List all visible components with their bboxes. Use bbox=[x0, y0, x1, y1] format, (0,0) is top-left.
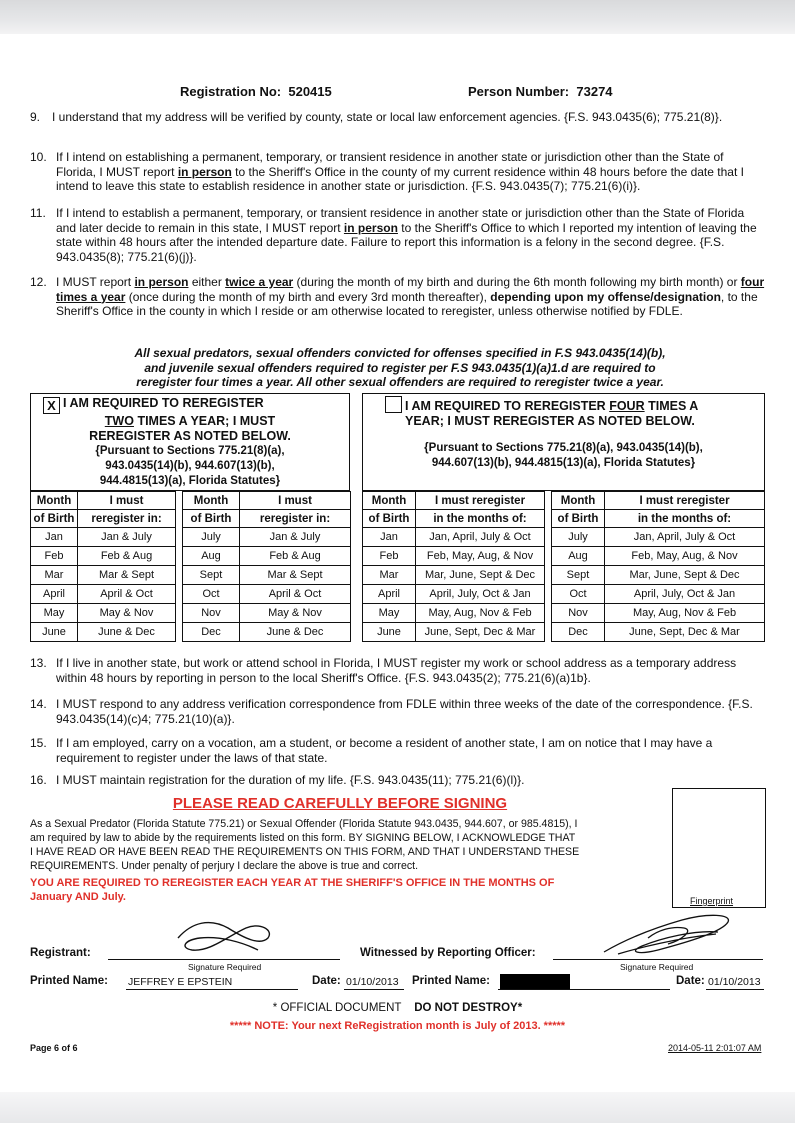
item-15: 15. If I am employed, carry on a vocation, am a student, or become a resident of another state, I am on notice that I may have a requirement to register under the laws of that state. bbox=[30, 736, 713, 765]
registrant-label: Registrant: bbox=[30, 947, 91, 959]
printed-name-value: JEFFREY E EPSTEIN bbox=[128, 976, 233, 988]
four-times-a-year-checkbox[interactable] bbox=[385, 396, 402, 413]
signature-required-caption: Signature Required bbox=[188, 962, 262, 972]
twice-a-year-box: X I AM REQUIRED TO REREGISTER TWO TIMES A YEAR; I MUST REREGISTER AS NOTED BELOW. {Pursuant to Sections 775.21(8)(a), 943.0435(14)(b), 944.607(13)(b), 944.4815(13)(a), Florida Statutes} bbox=[30, 393, 350, 491]
next-reregistration-notice: ***** NOTE: Your next ReRegistration month is July of 2013. ***** bbox=[229, 1020, 566, 1032]
col-month-of-birth: Month bbox=[552, 492, 605, 510]
date-value: 01/10/2013 bbox=[346, 976, 399, 988]
redacted-officer-name bbox=[500, 974, 570, 989]
table-row: May May & Nov Nov May & Nov bbox=[31, 604, 351, 623]
person-number: Person Number: 73274 bbox=[468, 84, 613, 99]
twice-a-year-table: Month I must Month I must of Birth reregister in: of Birth reregister in: Jan Jan & July July Jan & July Feb Feb & Aug Aug Feb & Aug Mar Mar & Sept Sept Mar & Sept April April & Oct Oct April & Oct May May & Nov Nov May & Nov June June & Dec Dec June & Dec bbox=[30, 491, 351, 642]
item-11: 11. If I intend to establish a permanent, temporary, or transient residence in another state or jurisdiction other than the State of Florida and later decide to remain in this state, I MUST report in person to the Sheriff's Office to which I reported my intention of leaving the state within 48 hours after the intended departure date. Failure to report this information is a felony in the second degree. {F.S. 943.0435(8); 775.21(6)(j)}. bbox=[30, 206, 757, 264]
reregister-months-notice: YOU ARE REQUIRED TO REREGISTER EACH YEAR AT THE SHERIFF'S OFFICE IN THE MONTHS OF January AND July. bbox=[30, 877, 555, 903]
item-12: 12. I MUST report in person either twice a year (during the month of my birth and during the 6th month following my birth month) or four times a year (once during the month of my birth and every 3rd month thereafter), depending upon my offense/designation, to the Sheriff's Office in the county in which I reside or am otherwise located to reregister, unless otherwise notified by FDLE. bbox=[30, 275, 765, 318]
table-row: Jan Jan & July July Jan & July bbox=[31, 528, 351, 547]
col-month-of-birth: Month bbox=[183, 492, 240, 510]
acknowledgement-text: As a Sexual Predator (Florida Statute 775.21) or Sexual Offender (Florida Statute 943.0435, 944.607, or 985.4815), I am required by law to abide by the requirements listed on this form. BY SIGNING BELOW, I ACKNOWLEDGE THAT I HAVE READ OR HAVE BEEN READ THE REQUIREMENTS ON THIS FORM, AND THAT I UNDERSTAND THESE REQUIREMENTS. Under penalty of perjury I declare the above is true and correct. bbox=[30, 818, 580, 872]
four-times-a-year-table: Month I must reregister Month I must reregister of Birth in the months of: of Birth in the months of: Jan Jan, April, July & Oct July Jan, April, July & Oct Feb Feb, May, Aug, & Nov Aug Feb, May, Aug, & Nov Mar Mar, June, Sept & Dec Sept Mar, June, Sept & Dec April April, July, Oct & Jan Oct April, July, Oct & Jan May May, Aug, Nov & Feb Nov May, Aug, Nov & Feb June June, Sept, Dec & Mar Dec June, Sept, Dec & Mar bbox=[362, 491, 765, 642]
registrant-signature bbox=[170, 912, 280, 960]
item-16: 16. I MUST maintain registration for the duration of my life. {F.S. 943.0435(11); 775.21(6)(l)}. bbox=[30, 773, 525, 787]
item-9: 9. I understand that my address will be verified by county, state or local law enforcement agencies. {F.S. 943.0435(6); 775.21(8)}. bbox=[30, 110, 723, 124]
col-must-reregister: I must reregister bbox=[416, 492, 545, 510]
fingerprint-label: Fingerprint bbox=[690, 896, 734, 906]
table-row: June June & Dec Dec June & Dec bbox=[31, 623, 351, 642]
four-times-a-year-box: I AM REQUIRED TO REREGISTER FOUR TIMES A YEAR; I MUST REREGISTER AS NOTED BELOW. {Pursuant to Sections 775.21(8)(a), 943.0435(14)(b), 944.607(13)(b), 944.4815(13)(a), Florida Statutes} bbox=[362, 393, 765, 491]
table-row: April April, July, Oct & Jan Oct April, July, Oct & Jan bbox=[363, 585, 765, 604]
table-row: Feb Feb & Aug Aug Feb & Aug bbox=[31, 547, 351, 566]
officer-signature-line bbox=[553, 959, 763, 960]
item-10: 10. If I intend on establishing a permanent, temporary, or transient residence in another state or jurisdiction other than the State of Florida, I MUST report in person to the Sheriff's Office in the county of my current residence within 48 hours before the date that I intend to leave this state to establish residence in another state or jurisdiction. {F.S. 943.0435(7); 775.21(6)(i)}. bbox=[30, 150, 744, 193]
witnessed-label: Witnessed by Reporting Officer: bbox=[360, 947, 536, 959]
officer-printed-name-label: Printed Name: bbox=[412, 975, 490, 987]
official-document-notice: * OFFICIAL DOCUMENT DO NOT DESTROY* bbox=[272, 1002, 523, 1014]
twice-a-year-checkbox[interactable]: X bbox=[43, 397, 60, 414]
col-must-reregister: I must bbox=[78, 492, 176, 510]
table-row: June June, Sept, Dec & Mar Dec June, Sept, Dec & Mar bbox=[363, 623, 765, 642]
col-month-of-birth: Month bbox=[31, 492, 78, 510]
signing-heading: PLEASE READ CAREFULLY BEFORE SIGNING bbox=[172, 795, 508, 812]
item-13: 13. If I live in another state, but work or attend school in Florida, I MUST register my work or school address as a temporary address within 48 hours by reporting in person to the local Sheriff's Office. {F.S. 943.0435(2); 775.21(6)(a)1b}. bbox=[30, 656, 737, 685]
fingerprint-box bbox=[672, 788, 766, 908]
table-row: April April & Oct Oct April & Oct bbox=[31, 585, 351, 604]
col-must-reregister: I must bbox=[240, 492, 351, 510]
officer-date-label: Date: bbox=[676, 975, 705, 987]
table-row: May May, Aug, Nov & Feb Nov May, Aug, Nov & Feb bbox=[363, 604, 765, 623]
registrant-signature-line bbox=[108, 959, 340, 960]
table-row: Feb Feb, May, Aug, & Nov Aug Feb, May, Aug, & Nov bbox=[363, 547, 765, 566]
officer-date-value: 01/10/2013 bbox=[708, 976, 761, 988]
officer-signature bbox=[598, 908, 748, 964]
col-month-of-birth: Month bbox=[363, 492, 416, 510]
table-row: Jan Jan, April, July & Oct July Jan, April, July & Oct bbox=[363, 528, 765, 547]
registration-number: Registration No: 520415 bbox=[180, 84, 332, 99]
col-must-reregister: I must reregister bbox=[605, 492, 765, 510]
item-14: 14. I MUST respond to any address verification correspondence from FDLE within three weeks of the date of the correspondence. {F.S. 943.0435(14)(c)4; 775.21(10)(a)}. bbox=[30, 697, 753, 726]
page-number: Page 6 of 6 bbox=[30, 1043, 78, 1053]
reregister-note: All sexual predators, sexual offenders convicted for offenses specified in F.S 943.0435(14)(b), and juvenile sexual offenders required to register per F.S 943.0435(1)(a)1.d are required to reregister four times a year. All other sexual offenders are required to reregister twice a year. bbox=[134, 346, 666, 389]
print-timestamp: 2014-05-11 2:01:07 AM bbox=[668, 1043, 762, 1053]
table-row: Mar Mar & Sept Sept Mar & Sept bbox=[31, 566, 351, 585]
table-row: Mar Mar, June, Sept & Dec Sept Mar, June, Sept & Dec bbox=[363, 566, 765, 585]
date-label: Date: bbox=[312, 975, 341, 987]
signature-required-caption: Signature Required bbox=[620, 962, 694, 972]
printed-name-label: Printed Name: bbox=[30, 975, 108, 987]
